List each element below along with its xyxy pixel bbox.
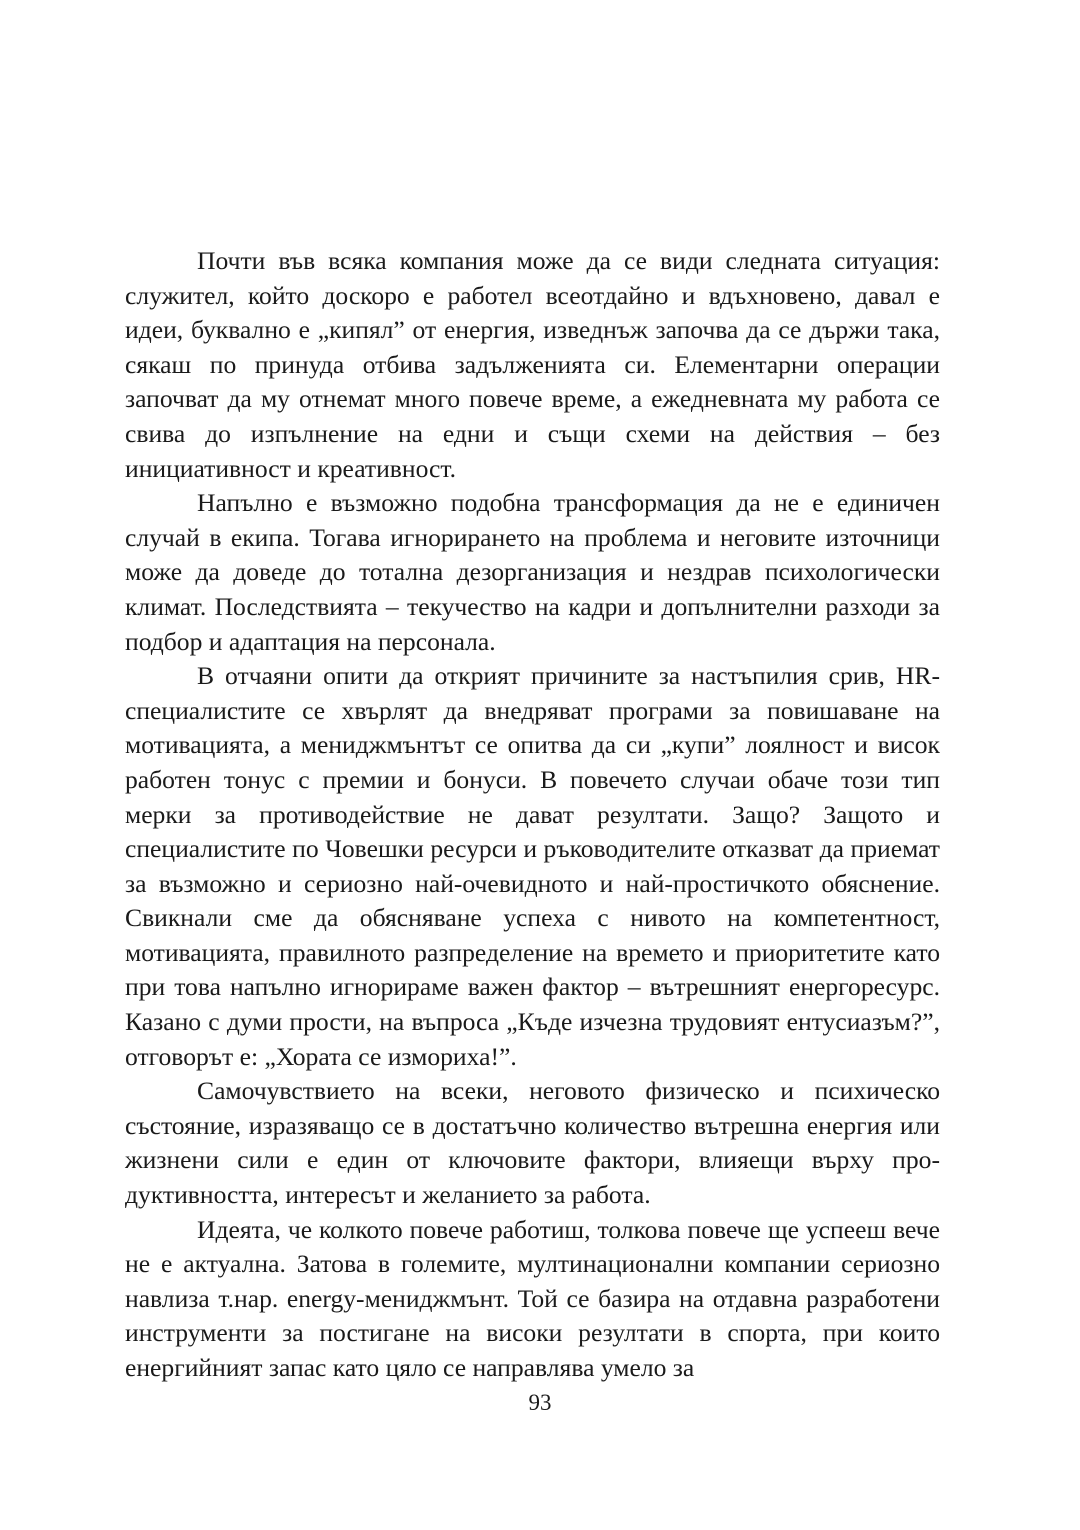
paragraph-3: В отчаяни опити да открият причините за настъпилия срив, HR-специалистите се хвърлят да внедряват програми за повишаване на мотивацията, а мениджмънтът се опитва да си „купи” лоялност и висок работен тонус с премии и бонуси. В повечето случаи обаче този тип мерки за противодействие не дават резултати. Защо? Защото и специалистите по Човешки ресурси и ръководителите отказват да приемат за възможно и сериозно най-очевидното и най-простичкото обяснение. Свикнали сме да обясняване успеха с нивото на компетентност, мотивацията, правилното разпределение на времето и приоритетите като при това напълно игнорираме важен фактор – вътрешният енергоресурс. Казано с думи прости, на въпроса „Къде изчезна трудовият ентусиазъм?”, отговорът е: „Хората се измориха!”.	[125, 661, 940, 1071]
paragraph-4: Самочувствието на всеки, неговото физическо и психическо състояние, изразяващо се в достатъчно количество вътрешна енергия или жизнени сили е един от ключовите фактори, влияещи върху продуктивността, интересът и желанието за работа.	[125, 1076, 940, 1210]
paragraph-5: Идеята, че колкото повече работиш, толкова повече ще успееш вече не е актуална. Затова в големите, мултинационални компании сериозно навлиза т.нар. energy-мениджмънт. Той се базира на отдавна разработени инструменти за постигане на високи резултати в спорта, при които енергийният запас като цяло се направлява умело за	[125, 1214, 940, 1382]
paragraph-1: Почти във всяка компания може да се види следната ситуация: служител, който доскоро е работел всеотдайно и вдъхновено, давал е идеи, буквално е „кипял” от енергия, изведнъж започва да се държи така, сякаш по принуда отбива задълженията си. Елементарни операции започват да му отнемат много повече време, а ежедневната му работа се свива до изпълнение на едни и същи схеми на действия – без инициативност и креативност.	[125, 246, 940, 483]
page-number: 93	[528, 1390, 552, 1415]
body-text	[125, 244, 940, 1386]
paragraph-2: Напълно е възможно подобна трансформация да не е единичен случай в екипа. Тогава игнорирането на проблема и неговите източници може да доведе до тотална дезорганизация и нездрав психологически климат. Последствията – текучество на кадри и допълнителни разходи за подбор и адаптация на персонала.	[125, 488, 940, 656]
